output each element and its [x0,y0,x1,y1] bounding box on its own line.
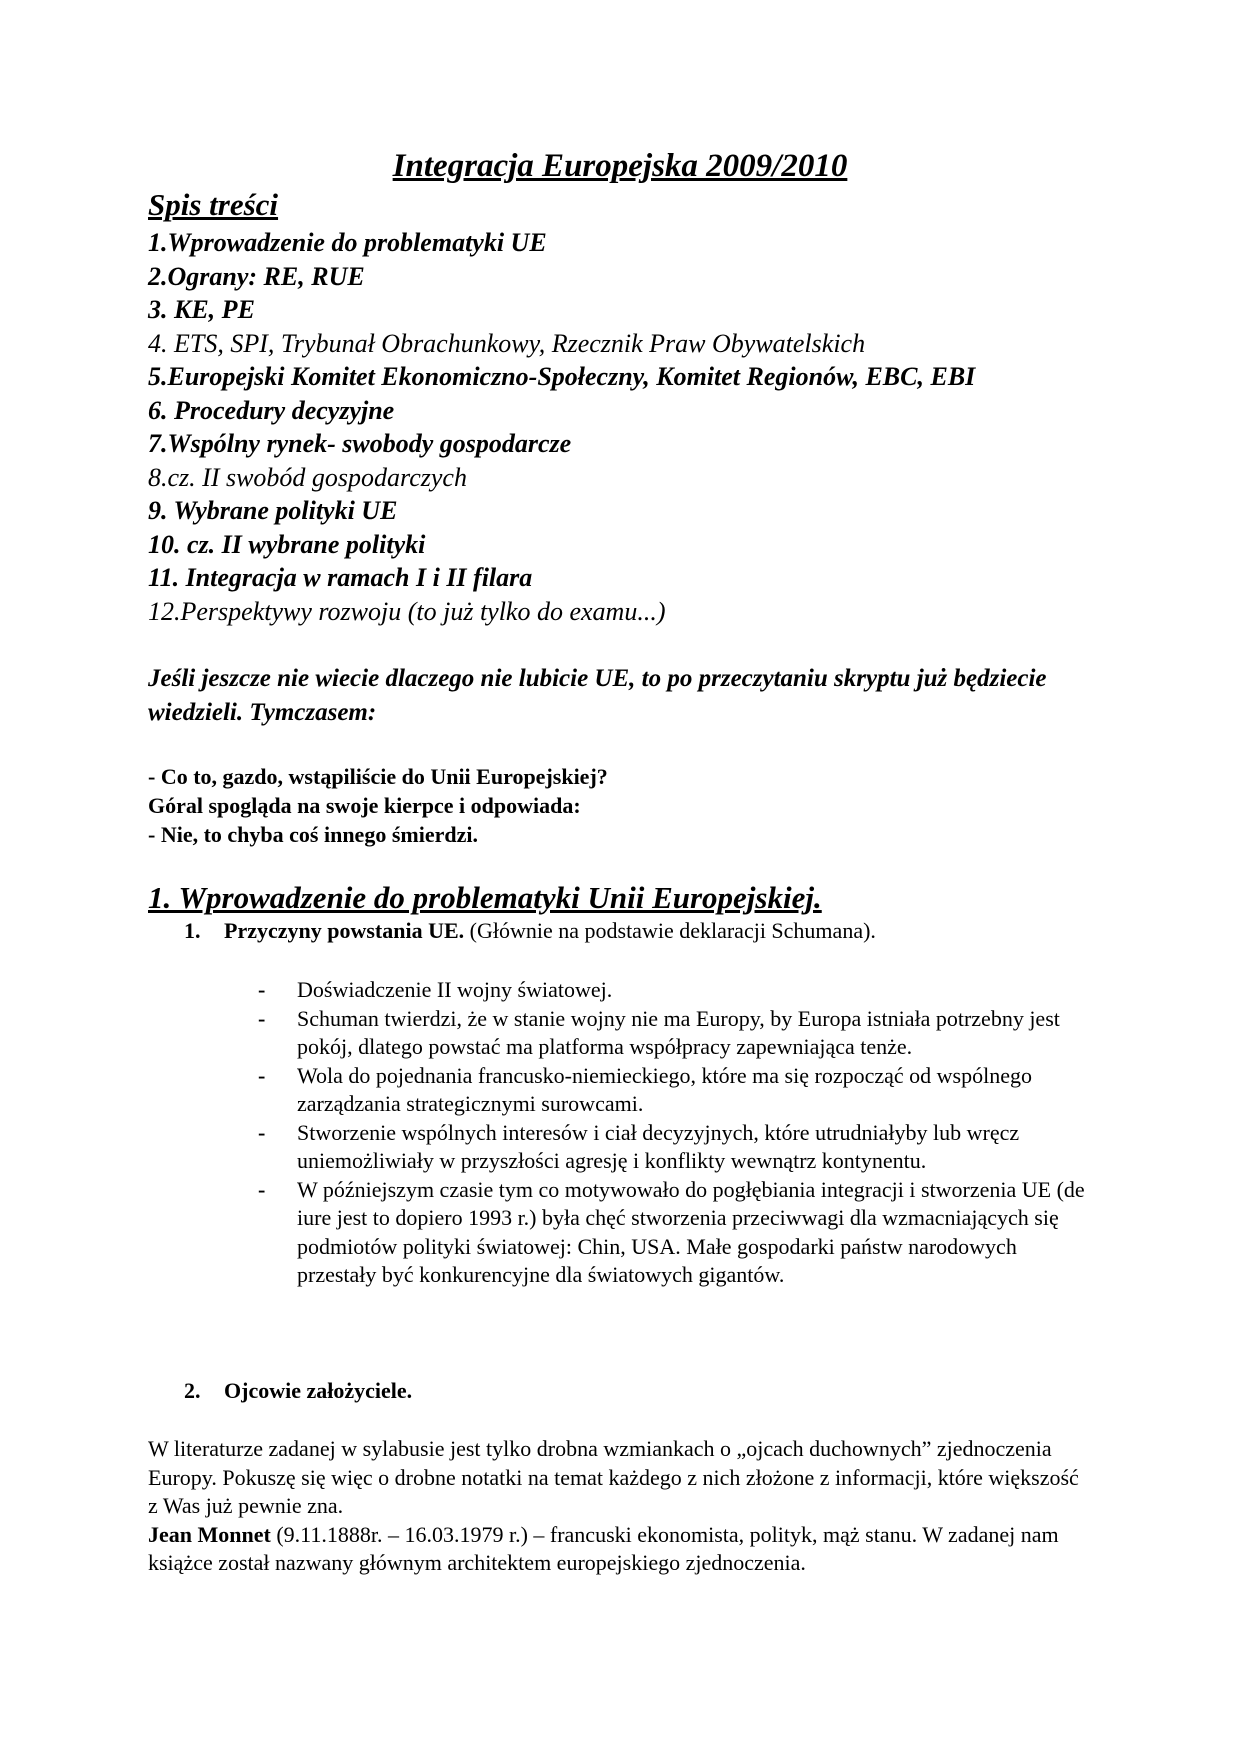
toc-item: 1.Wprowadzenie do problematyki UE [148,228,547,257]
list-item-text: W późniejszym czasie tym co motywowało do pogłębiania integracji i stworzenia UE (de iure jest to dopiero 1993 r.) była chęć stworzenia przeciwwagi dla wzmacniających się podmiotów polityki światowej: Chin, USA. Małe gospodarki państw narodowych przestały być konkurencyjne dla światowych gigantów. [297,1176,1085,1287]
list-item [258,1119,1088,1176]
item-note: (Głównie na podstawie deklaracji Schumana). [464,918,876,943]
bullet-dash: - [258,1005,266,1031]
paragraph-text: W literaturze zadanej w sylabusie jest tylko drobna wzmiankach o „ojcach duchownych” zjednoczenia Europy. Pokuszę się więc o drobne notatki na temat każdego z nich złożone z informacji, które większość z Was już pewnie zna. [148,1436,1079,1518]
toc-item: 11. Integracja w ramach I i II filara [148,563,533,592]
document-title: Integracja Europejska 2009/2010 [392,148,848,184]
numbered-item-1 [184,918,876,944]
list-item-text: Doświadczenie II wojny światowej. [297,977,613,1002]
toc-heading: Spis treści [148,187,279,222]
toc-item: 7.Wspólny rynek- swobody gospodarcze [148,429,572,458]
toc-item: 9. Wybrane polityki UE [148,496,398,525]
toc-item: 5.Europejski Komitet Ekonomiczno-Społeczny, Komitet Regionów, EBC, EBI [148,362,976,391]
toc-item: 4. ETS, SPI, Trybunał Obrachunkowy, Rzecznik Praw Obywatelskich [148,328,866,358]
founders-paragraph [148,1435,1088,1578]
toc-item: 3. KE, PE [148,295,255,324]
section-heading: 1. Wprowadzenie do problematyki Unii Europejskiej. [148,880,822,915]
toc-item: 12.Perspektywy rozwoju (to już tylko do examu...) [148,596,666,626]
joke-line: Góral spogląda na swoje kierpce i odpowiada: [148,793,581,818]
bullet-dash: - [258,1176,266,1202]
list-item [258,1176,1088,1290]
toc-item: 8.cz. II swobód gospodarczych [148,462,467,492]
list-item-text: Stworzenie wspólnych interesów i ciał decyzyjnych, które utrudniałyby lub wręcz uniemożliwiały w przyszłości agresję i konflikty wewnątrz kontynentu. [297,1119,1020,1173]
joke [148,762,608,849]
joke-line: - Co to, gazdo, wstąpiliście do Unii Europejskiej? [148,764,608,789]
toc-item: 6. Procedury decyzyjne [148,395,395,425]
person-name: Jean Monnet [148,1521,271,1547]
table-of-contents [148,226,975,628]
list-item [258,1005,1088,1062]
numbered-item-2 [184,1378,412,1404]
item-label: Przyczyny powstania UE. [224,918,465,943]
toc-item: 10. cz. II wybrane polityki [148,529,426,559]
list-item [258,976,1088,1005]
toc-item: 2.Ograny: RE, RUE [148,261,365,291]
bullet-dash: - [258,1119,266,1145]
intro-paragraph: Jeśli jeszcze nie wiecie dlaczego nie lubicie UE, to po przeczytaniu skryptu już będziecie wiedzieli. Tymczasem: [148,665,1047,726]
item-number: 1. [184,918,201,943]
joke-line: - Nie, to chyba coś innego śmierdzi. [148,822,478,847]
bullet-dash: - [258,977,266,1002]
monnet-paragraph [148,1521,1088,1578]
item-number: 2. [184,1378,201,1403]
bullet-list [258,976,1088,1290]
bullet-dash: - [258,1062,266,1088]
item-label: Ojcowie założyciele. [224,1378,413,1403]
list-item-text: Wola do pojednania francusko-niemieckiego, które ma się rozpocząć od wspólnego zarządzania strategicznymi surowcami. [297,1062,1032,1116]
list-item [258,1062,1088,1119]
list-item-text: Schuman twierdzi, że w stanie wojny nie ma Europy, by Europa istniała potrzebny jest pokój, dlatego powstać ma platforma współpracy zapewniająca tenże. [297,1005,1060,1059]
person-description: (9.11.1888r. – 16.03.1979 r.) – francuski ekonomista, polityk, mąż stanu. W zadanej nam książce został nazwany głównym architektem europejskiego zjednoczenia. [148,1521,1059,1575]
